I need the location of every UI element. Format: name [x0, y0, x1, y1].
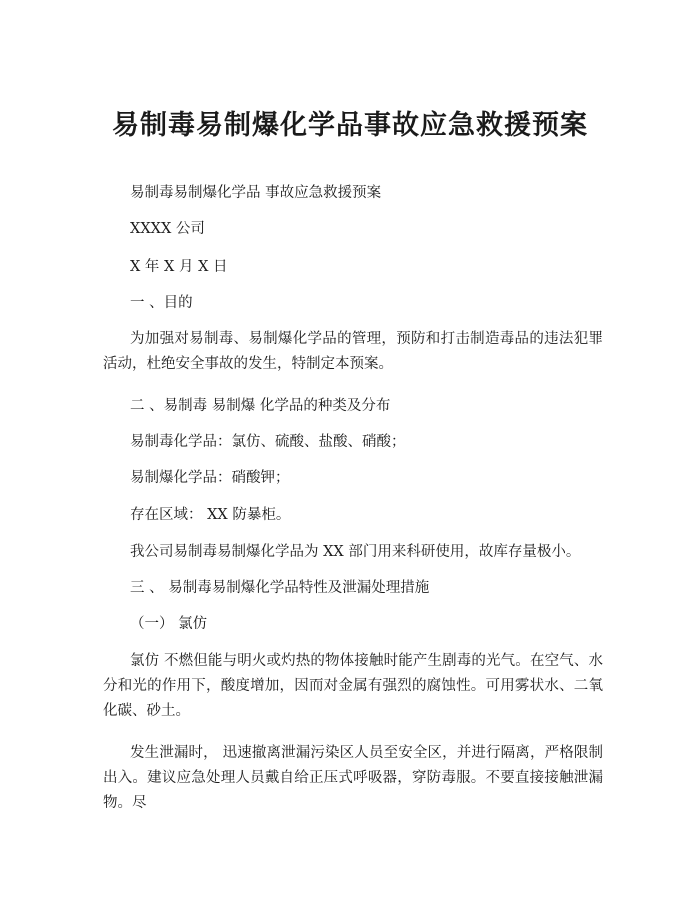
subsection-heading-chloroform: （一） 氯仿 [130, 616, 208, 632]
explosive-chemicals-line: 易制爆化学品：硝酸钾； [130, 470, 290, 486]
usage-line: 我公司易制毒易制爆化学品为 XX 部门用来科研使用，故库存量极小。 [130, 544, 581, 560]
chloroform-properties-paragraph: 氯仿 不燃但能与明火或灼热的物体接触时能产生剧毒的光气。在空气、水分和光的作用下，酸度增加，因而对金属有强烈的腐蚀性。可用雾状水、二氧化碳、砂土。 [103, 653, 603, 719]
document-date: X 年 X 月 X 日 [130, 259, 228, 275]
storage-area-line: 存在区域： XX 防暴柜。 [130, 507, 291, 523]
document-subtitle: 易制毒易制爆化学品 事故应急救援预案 [130, 185, 382, 201]
section-heading-types: 二 、易制毒 易制爆 化学品的种类及分布 [130, 398, 391, 414]
precursor-chemicals-line: 易制毒化学品：氯仿、硫酸、盐酸、硝酸； [130, 434, 406, 450]
leak-response-paragraph: 发生泄漏时， 迅速撤离泄漏污染区人员至安全区，并进行隔离，严格限制出入。建议应急处理人员戴自给正压式呼吸器，穿防毒服。不要直接接触泄漏物。尽 [103, 745, 603, 811]
purpose-paragraph: 为加强对易制毒、易制爆化学品的管理，预防和打击制造毒品的违法犯罪活动，杜绝安全事故的发生，特制定本预案。 [103, 331, 603, 372]
section-heading-purpose: 一 、目的 [130, 295, 193, 311]
company-name: XXXX 公司 [130, 221, 205, 237]
section-heading-handling: 三 、 易制毒易制爆化学品特性及泄漏处理措施 [130, 580, 430, 596]
document-title: 易制毒易制爆化学品事故应急救援预案 [112, 110, 588, 141]
